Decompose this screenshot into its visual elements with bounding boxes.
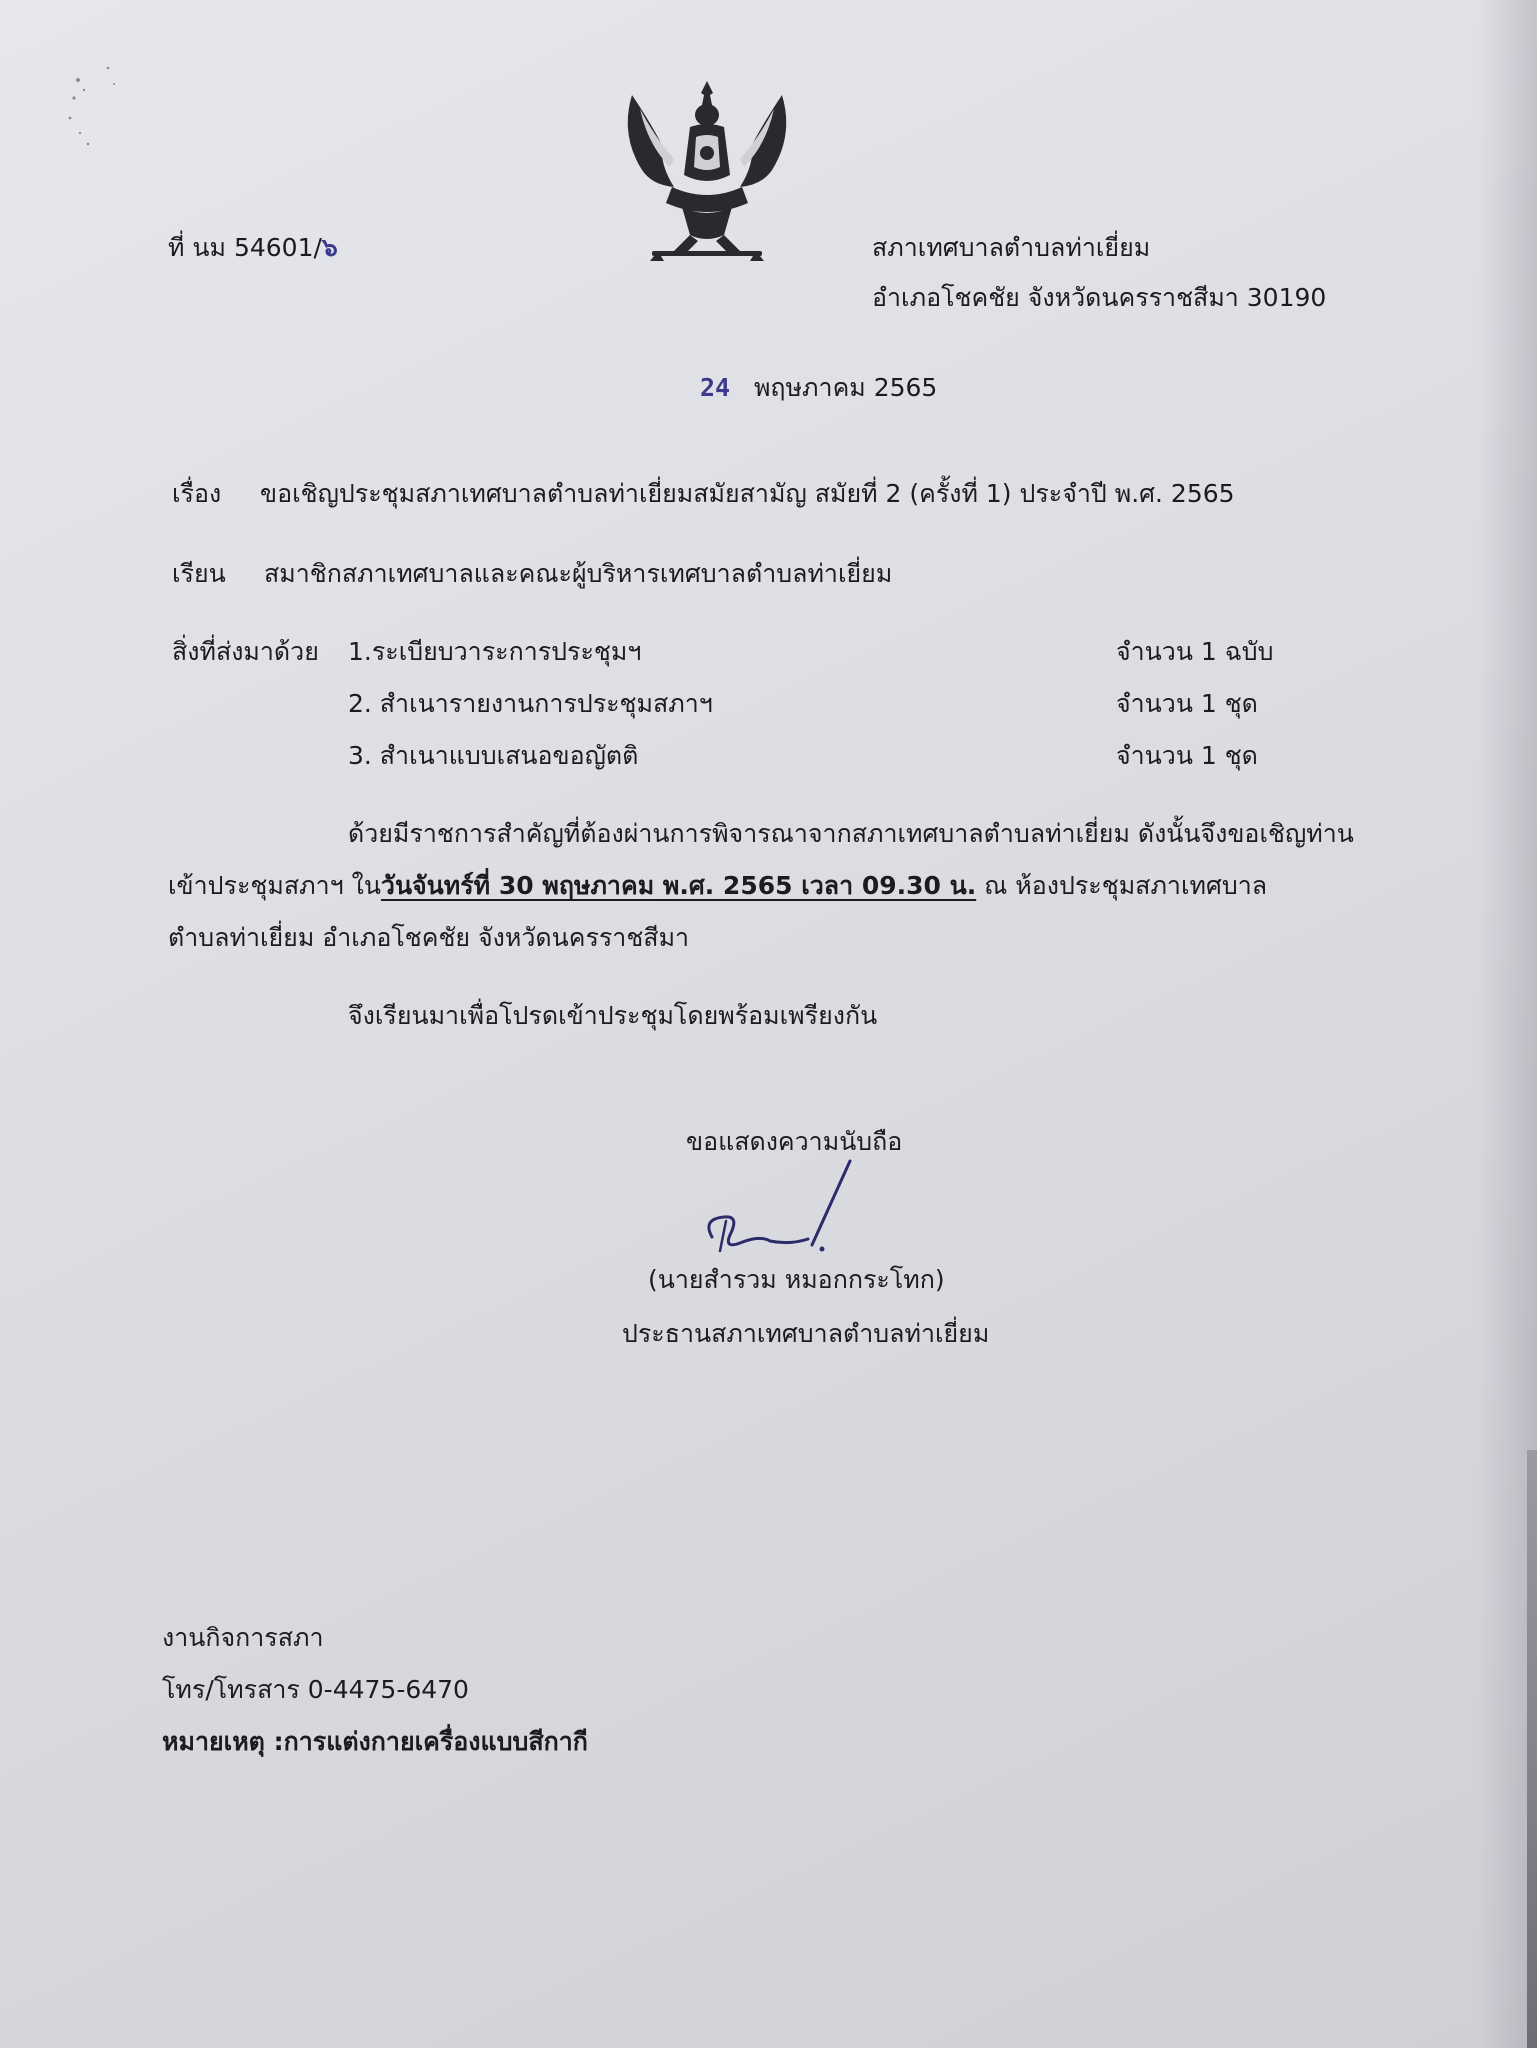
reference-prefix: ที่ นม 54601/ — [168, 233, 322, 262]
signer-name: (นายสำรวม หมอกกระโทก) — [648, 1265, 945, 1294]
footer-note: หมายเหตุ :การแต่งกายเครื่องแบบสีกากี — [162, 1727, 588, 1756]
page-edge — [1527, 1450, 1537, 2048]
footer-department: งานกิจการสภา — [162, 1623, 324, 1652]
to-label: เรียน — [172, 559, 226, 588]
sender-organization: สภาเทศบาลตำบลท่าเยี่ยม — [872, 233, 1151, 262]
date-month-year: พฤษภาคม 2565 — [753, 373, 938, 402]
signature-icon — [700, 1155, 860, 1265]
subject-label: เรื่อง — [172, 479, 222, 508]
enclosure-item: 1.ระเบียบวาระการประชุมฯ — [348, 637, 642, 666]
body-line-2 — [168, 870, 1267, 902]
paper-speckles — [64, 58, 144, 158]
enclosure-quantity: จำนวน 1 ชุด — [1116, 741, 1258, 770]
enclosure-quantity: จำนวน 1 ชุด — [1116, 689, 1258, 718]
enclosure-quantity: จำนวน 1 ฉบับ — [1116, 637, 1274, 666]
reference-handwritten-suffix: ๖ — [321, 233, 338, 262]
date-day-handwritten: 24 — [700, 373, 731, 402]
letter-date — [700, 372, 937, 404]
body-line-2-start: เข้าประชุมสภาฯ ใน — [168, 871, 381, 900]
meeting-datetime: วันจันทร์ที่ 30 พฤษภาคม พ.ศ. 2565 เวลา 09.30 น. — [380, 871, 977, 900]
subject-text: ขอเชิญประชุมสภาเทศบาลตำบลท่าเยี่ยมสมัยสามัญ สมัยที่ 2 (ครั้งที่ 1) ประจำปี พ.ศ. 2565 — [260, 479, 1235, 508]
to-text: สมาชิกสภาเทศบาลและคณะผู้บริหารเทศบาลตำบลท่าเยี่ยม — [264, 559, 893, 588]
garuda-emblem-icon — [612, 75, 802, 265]
sender-address: อำเภอโชคชัย จังหวัดนครราชสีมา 30190 — [872, 283, 1327, 312]
regards: ขอแสดงความนับถือ — [686, 1127, 903, 1156]
reference-number — [168, 232, 338, 264]
footer-phone: โทร/โทรสาร 0-4475-6470 — [162, 1675, 469, 1704]
signer-title: ประธานสภาเทศบาลตำบลท่าเยี่ยม — [622, 1319, 990, 1348]
body-line-1: ด้วยมีราชการสำคัญที่ต้องผ่านการพิจารณาจากสภาเทศบาลตำบลท่าเยี่ยม ดังนั้นจึงขอเชิญท่าน — [348, 819, 1354, 848]
enclosures-label: สิ่งที่ส่งมาด้วย — [172, 637, 319, 666]
closing-line: จึงเรียนมาเพื่อโปรดเข้าประชุมโดยพร้อมเพรียงกัน — [348, 1001, 878, 1030]
body-line-2-end: ณ ห้องประชุมสภาเทศบาล — [976, 871, 1268, 900]
body-line-3: ตำบลท่าเยี่ยม อำเภอโชคชัย จังหวัดนครราชสีมา — [168, 923, 690, 952]
enclosure-item: 2. สำเนารายงานการประชุมสภาฯ — [348, 689, 713, 718]
enclosure-item: 3. สำเนาแบบเสนอขอญัตติ — [348, 741, 639, 770]
